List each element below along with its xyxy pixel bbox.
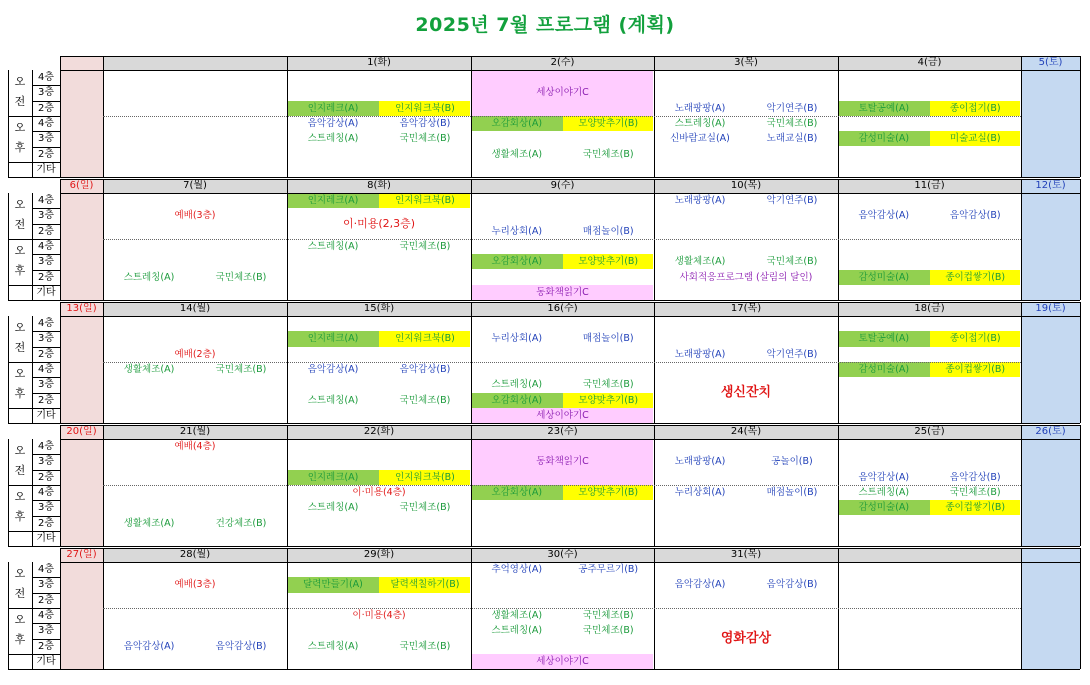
day-header: 9(수) <box>550 180 575 191</box>
day-header <box>60 56 103 69</box>
pm-label: 오 후 <box>14 120 26 154</box>
program-item: 오감회상(A) <box>491 486 543 498</box>
program-item: 인지레크(A) <box>307 195 359 206</box>
program-item: 미술교실(B) <box>949 133 1001 145</box>
grid-line <box>8 669 1080 670</box>
grid-line <box>32 331 60 332</box>
program-item: 스트레칭(A) <box>307 640 359 652</box>
grid-line <box>32 347 60 348</box>
program-item: 사회적응프로그램 (살림의 달인) <box>679 271 813 283</box>
grid-line <box>1021 56 1022 177</box>
day-header: 18(금) <box>914 303 945 314</box>
program-item: 국민체조(B) <box>399 240 451 252</box>
program-item: 음악감상(B) <box>399 117 451 129</box>
grid-line <box>8 608 60 609</box>
floor-label: 기타 <box>36 409 56 421</box>
program-item: 국민체조(B) <box>766 256 818 268</box>
program-item: 달력색칠하기(B) <box>390 579 460 591</box>
grid-line <box>32 254 60 255</box>
grid-line <box>1080 56 1081 177</box>
grid-line <box>1021 302 1022 423</box>
grid-line <box>1080 179 1081 300</box>
sunday-column <box>60 179 103 300</box>
program-item: 노래교실(B) <box>766 133 818 145</box>
saturday-column <box>1021 179 1080 300</box>
program-item: 감성미술(A) <box>858 133 910 145</box>
day-header: 5(토) <box>1038 57 1063 68</box>
program-item: 감성미술(A) <box>858 363 910 375</box>
am-label: 오 전 <box>14 75 26 108</box>
program-item: 누리상회(A) <box>491 333 543 345</box>
program-item: 생신잔치 <box>720 384 772 400</box>
program-item: 국민체조(B) <box>766 117 818 129</box>
day-header: 31(목) <box>730 549 762 560</box>
program-item: 예배(3층) <box>174 210 216 222</box>
grid-line <box>32 577 60 578</box>
grid-line <box>32 593 60 594</box>
program-item: 건강체조(B) <box>215 517 267 529</box>
am-label: 오 전 <box>14 444 26 477</box>
am-label: 오 전 <box>14 198 26 231</box>
floor-label: 4층 <box>37 486 55 498</box>
grid-line <box>60 439 1080 440</box>
pm-label: 오 후 <box>14 489 26 523</box>
day-header: 20(일) <box>66 426 97 437</box>
am-label: 오 전 <box>14 567 26 600</box>
grid-line <box>8 362 60 363</box>
day-header: 28(월) <box>179 549 211 560</box>
program-item: 이·미용(4층) <box>352 609 406 621</box>
program-item: 이·미용(2,3층) <box>342 216 416 230</box>
grid-line <box>8 423 1080 424</box>
program-item: 종이컵쌓기(B) <box>945 271 1006 283</box>
program-item: 스트레칭(A) <box>307 394 359 406</box>
program-item: 스트레칭(A) <box>307 133 359 145</box>
pm-label: 오 후 <box>14 612 26 646</box>
sunday-column <box>60 56 103 177</box>
floor-label: 4층 <box>37 363 55 375</box>
grid-line <box>8 239 60 240</box>
program-item: 누리상회(A) <box>491 225 543 237</box>
day-header: 21(월) <box>179 426 211 437</box>
program-item: 음악감상(B) <box>399 363 451 375</box>
program-item: 악기연주(B) <box>766 195 818 206</box>
grid-line <box>60 548 61 669</box>
program-item: 음악감상(B) <box>766 579 818 591</box>
program-item: 국민체조(B) <box>582 379 634 391</box>
program-item: 동화책읽기C <box>536 286 589 298</box>
grid-line <box>32 85 60 86</box>
grid-line <box>1080 548 1081 669</box>
program-item: 모양맞추기(B) <box>578 256 639 268</box>
floor-label: 2층 <box>37 102 55 114</box>
program-item: 생활체조(A) <box>123 517 175 529</box>
program-item: 생활체조(A) <box>491 148 543 160</box>
floor-label: 3층 <box>37 456 55 468</box>
program-item: 예배(3층) <box>174 579 216 591</box>
floor-label: 4층 <box>37 195 55 206</box>
grid-line <box>32 639 60 640</box>
floor-label: 기타 <box>36 163 56 175</box>
grid-line <box>32 377 60 378</box>
grid-line <box>32 500 60 501</box>
grid-line <box>1021 179 1022 300</box>
program-item: 세상이야기C <box>536 409 589 421</box>
day-header: 17(목) <box>730 303 762 314</box>
floor-label: 3층 <box>37 625 55 637</box>
program-item: 모양맞추기(B) <box>578 486 639 498</box>
program-item: 종이컵쌓기(B) <box>945 502 1006 514</box>
program-item: 인지레크(A) <box>307 102 359 114</box>
grid-line <box>8 116 60 117</box>
program-item: 생활체조(A) <box>674 256 726 268</box>
day-header: 8(화) <box>367 180 391 191</box>
program-item: 감성미술(A) <box>858 271 910 283</box>
day-header: 3(목) <box>734 57 758 68</box>
saturday-column <box>1021 548 1080 669</box>
program-item: 토탈공예(A) <box>858 333 910 345</box>
program-item: 음악감상(A) <box>674 579 726 591</box>
program-item: 매점놀이(B) <box>766 486 818 498</box>
program-item: 음악감상(A) <box>307 117 359 129</box>
day-header: 23(수) <box>547 426 578 437</box>
program-item: 국민체조(B) <box>582 625 634 637</box>
program-item: 국민체조(B) <box>399 502 451 514</box>
grid-line <box>60 302 1080 303</box>
program-item: 오감회상(A) <box>491 256 543 268</box>
grid-line <box>32 147 60 148</box>
program-item: 감성미술(A) <box>858 502 910 514</box>
program-item: 음악감상(B) <box>949 471 1001 483</box>
program-item: 예배(2층) <box>174 348 216 360</box>
grid-line <box>60 179 61 300</box>
grid-line <box>60 548 1080 549</box>
day-header: 22(화) <box>363 426 395 437</box>
grid-line <box>32 208 60 209</box>
floor-label: 2층 <box>37 517 55 529</box>
saturday-column <box>1021 302 1080 423</box>
program-item: 인지워크북(B) <box>395 102 455 114</box>
floor-label: 2층 <box>37 640 55 652</box>
floor-label: 4층 <box>37 441 55 452</box>
am-label: 오 전 <box>14 321 26 354</box>
grid-line <box>32 270 60 271</box>
program-item: 세상이야기C <box>536 655 589 667</box>
program-item: 국민체조(B) <box>399 640 451 652</box>
sunday-column <box>60 548 103 669</box>
floor-label: 3층 <box>37 502 55 514</box>
program-item: 인지레크(A) <box>307 333 359 345</box>
program-item: 생활체조(A) <box>491 609 543 621</box>
program-item: 모양맞추기(B) <box>578 117 639 129</box>
day-header <box>1021 548 1080 561</box>
program-item: 음악감상(A) <box>307 363 359 375</box>
floor-label: 4층 <box>37 240 55 252</box>
floor-label: 4층 <box>37 609 55 621</box>
floor-label: 3층 <box>37 579 55 591</box>
program-item: 종이접기(B) <box>949 333 1001 345</box>
floor-label: 4층 <box>37 72 55 83</box>
program-item: 스트레칭(A) <box>858 486 910 498</box>
program-item: 생활체조(A) <box>123 363 175 375</box>
program-item: 악기연주(B) <box>766 102 818 114</box>
program-item: 노래팡팡(A) <box>674 456 726 468</box>
ampm-divider <box>103 116 1021 117</box>
program-item: 국민체조(B) <box>215 363 267 375</box>
floor-label: 2층 <box>37 471 55 483</box>
grid-line <box>32 131 60 132</box>
day-header: 1(화) <box>367 57 391 68</box>
program-item: 음악감상(B) <box>215 640 267 652</box>
grid-line <box>60 56 1080 57</box>
ampm-divider <box>103 608 1021 609</box>
program-item: 종이컵쌓기(B) <box>945 363 1006 375</box>
program-item: 스트레칭(A) <box>491 625 543 637</box>
floor-label: 4층 <box>37 564 55 575</box>
floor-label: 3층 <box>37 87 55 99</box>
floor-label: 4층 <box>37 318 55 329</box>
day-header: 27(일) <box>66 549 97 560</box>
program-item: 예배(4층) <box>174 441 216 452</box>
program-item: 국민체조(B) <box>215 271 267 283</box>
program-item: 스트레칭(A) <box>307 240 359 252</box>
day-header: 25(금) <box>914 426 945 437</box>
floor-label: 4층 <box>37 117 55 129</box>
grid-line <box>32 393 60 394</box>
program-item: 노래팡팡(A) <box>674 348 726 360</box>
floor-label: 2층 <box>37 594 55 606</box>
grid-line <box>60 562 1080 563</box>
program-item: 오감회상(A) <box>491 117 543 129</box>
program-item: 국민체조(B) <box>399 133 451 145</box>
program-item: 국민체조(B) <box>582 148 634 160</box>
ampm-divider <box>103 485 1021 486</box>
grid-line <box>60 302 61 423</box>
ampm-divider <box>103 362 1021 363</box>
floor-label: 2층 <box>37 148 55 160</box>
sunday-column <box>60 302 103 423</box>
grid-line <box>8 546 1080 547</box>
sunday-column <box>60 425 103 546</box>
floor-label: 기타 <box>36 532 56 544</box>
grid-line <box>8 300 1080 301</box>
grid-line <box>60 56 61 177</box>
program-item: 스트레칭(A) <box>491 379 543 391</box>
floor-label: 3층 <box>37 333 55 345</box>
grid-line <box>60 193 1080 194</box>
floor-label: 기타 <box>36 655 56 667</box>
saturday-column <box>1021 425 1080 546</box>
floor-label: 3층 <box>37 133 55 145</box>
grid-line <box>60 70 1080 71</box>
program-item: 음악감상(A) <box>858 471 910 483</box>
program-item: 모양맞추기(B) <box>578 394 639 406</box>
pm-label: 오 후 <box>14 243 26 277</box>
program-item: 추억영상(A) <box>491 564 543 575</box>
program-item: 음악감상(A) <box>858 210 910 222</box>
program-item: 인지워크북(B) <box>395 333 455 345</box>
program-item: 달력만들기(A) <box>303 579 363 591</box>
grid-line <box>8 654 60 655</box>
grid-line <box>32 101 60 102</box>
day-header: 15(화) <box>363 303 395 314</box>
program-item: 신바람교실(A) <box>670 133 730 145</box>
day-header <box>838 548 1021 561</box>
day-header: 14(월) <box>179 303 211 314</box>
floor-label: 2층 <box>37 394 55 406</box>
day-header: 6(일) <box>69 180 94 191</box>
day-header: 4(금) <box>917 57 942 68</box>
grid-line <box>1021 548 1022 669</box>
grid-line <box>8 285 60 286</box>
day-header: 10(목) <box>730 180 762 191</box>
day-header: 13(일) <box>66 303 97 314</box>
day-header: 26(토) <box>1035 426 1066 437</box>
program-item: 스트레칭(A) <box>307 502 359 514</box>
program-item: 이·미용(4층) <box>352 486 406 498</box>
program-item: 악기연주(B) <box>766 348 818 360</box>
program-item: 노래팡팡(A) <box>674 195 726 206</box>
grid-line <box>8 531 60 532</box>
program-item: 동화책읽기C <box>536 456 589 468</box>
floor-label: 기타 <box>36 286 56 298</box>
floor-label: 3층 <box>37 256 55 268</box>
program-item: 인지레크(A) <box>307 471 359 483</box>
grid-line <box>8 177 1080 178</box>
grid-line <box>8 162 60 163</box>
grid-line <box>1080 425 1081 546</box>
program-item: 공주무르기(B) <box>578 564 639 575</box>
grid-line <box>32 454 60 455</box>
program-item: 누리상회(A) <box>674 486 726 498</box>
program-item: 매점놀이(B) <box>582 333 634 345</box>
grid-line <box>60 179 1080 180</box>
day-header: 7(월) <box>183 180 207 191</box>
grid-line <box>8 485 60 486</box>
day-header: 19(토) <box>1035 303 1066 314</box>
program-item: 국민체조(B) <box>949 486 1001 498</box>
grid-line <box>60 425 1080 426</box>
program-item: 매점놀이(B) <box>582 225 634 237</box>
program-item: 스트레칭(A) <box>674 117 726 129</box>
grid-line <box>32 623 60 624</box>
floor-label: 3층 <box>37 210 55 222</box>
floor-label: 3층 <box>37 379 55 391</box>
day-header <box>103 56 287 69</box>
program-item: 노래팡팡(A) <box>674 102 726 114</box>
grid-line <box>8 408 60 409</box>
grid-line <box>32 224 60 225</box>
program-item: 인지워크북(B) <box>395 471 455 483</box>
program-item: 종이접기(B) <box>949 102 1001 114</box>
program-item: 스트레칭(A) <box>123 271 175 283</box>
saturday-column <box>1021 56 1080 177</box>
pm-label: 오 후 <box>14 366 26 400</box>
grid-line <box>32 470 60 471</box>
grid-line <box>1080 302 1081 423</box>
day-header: 30(수) <box>547 549 578 560</box>
day-header: 2(수) <box>550 57 575 68</box>
day-header: 11(금) <box>914 180 945 191</box>
grid-line <box>60 316 1080 317</box>
program-item: 인지워크북(B) <box>395 195 455 206</box>
ampm-divider <box>103 239 1021 240</box>
day-header: 29(화) <box>363 549 395 560</box>
floor-label: 2층 <box>37 225 55 237</box>
program-item: 오감회상(A) <box>491 394 543 406</box>
grid-line <box>60 425 61 546</box>
program-item: 영화감상 <box>720 630 772 646</box>
program-item: 음악감상(B) <box>949 210 1001 222</box>
program-item: 국민체조(B) <box>399 394 451 406</box>
program-item: 세상이야기C <box>536 87 589 99</box>
day-header: 12(토) <box>1035 180 1066 191</box>
page-title: 2025년 7월 프로그램 (계획) <box>415 14 675 36</box>
day-header: 24(목) <box>730 426 762 437</box>
program-item: 공놀이(B) <box>771 456 813 468</box>
floor-label: 2층 <box>37 348 55 360</box>
program-item: 국민체조(B) <box>582 609 634 621</box>
floor-label: 2층 <box>37 271 55 283</box>
program-item: 토탈공예(A) <box>858 102 910 114</box>
program-item: 음악감상(A) <box>123 640 175 652</box>
day-header: 16(수) <box>547 303 578 314</box>
grid-line <box>1021 425 1022 546</box>
grid-line <box>32 516 60 517</box>
